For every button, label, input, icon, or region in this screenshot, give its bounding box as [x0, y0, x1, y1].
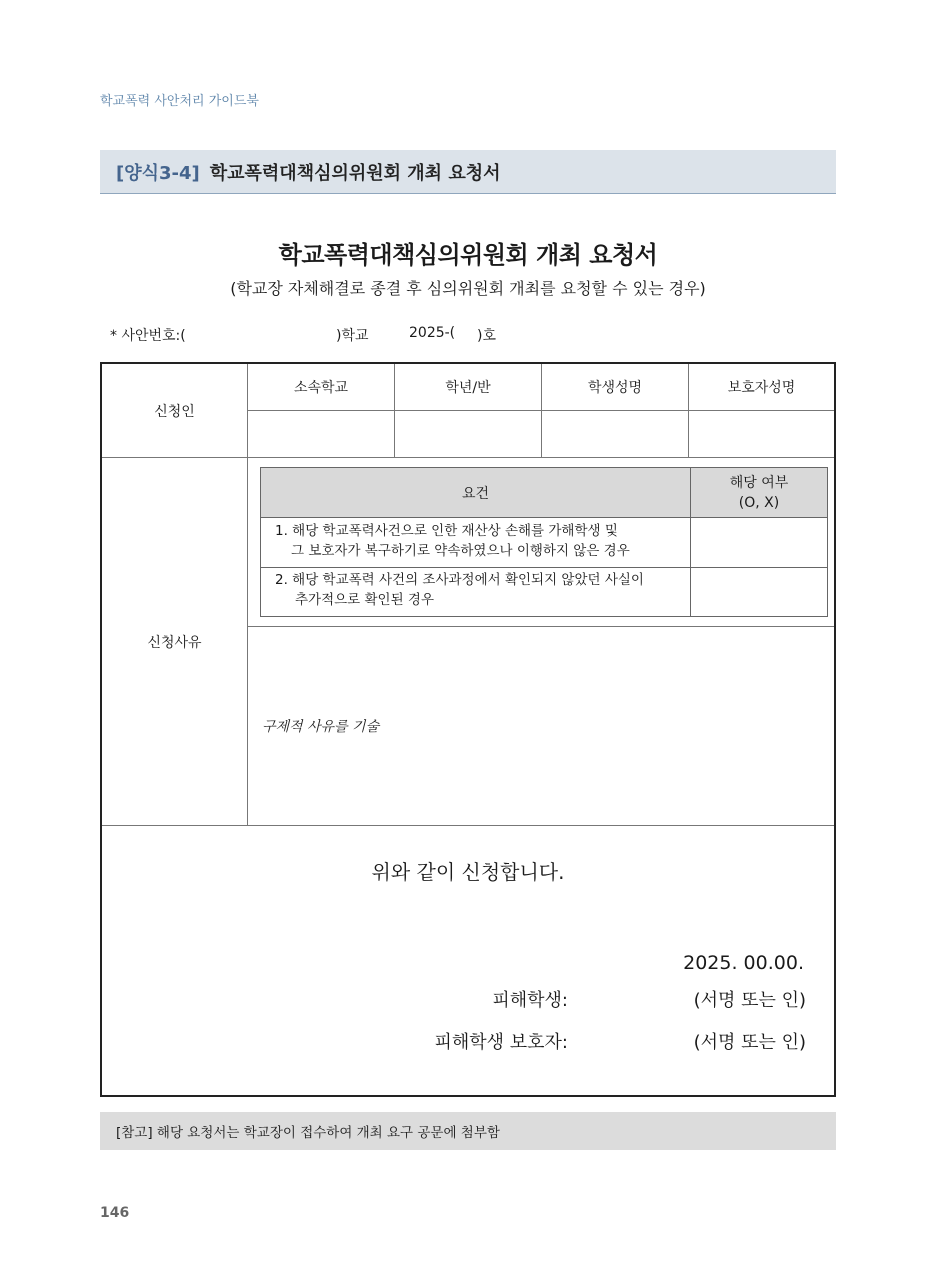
- school-field[interactable]: [248, 411, 394, 457]
- guardian-signature-field[interactable]: (서명 또는 인): [693, 1032, 806, 1053]
- requirement-item: [275, 521, 630, 561]
- column-header-guardian-name: 보호자성명: [727, 380, 796, 396]
- column-header-student-name: 학생성명: [587, 380, 643, 396]
- reference-note: [참고] 해당 요청서는 학교장이 접수하여 개최 요구 공문에 첨부함: [100, 1112, 836, 1150]
- running-header: 학교폭력 사안처리 가이드북: [100, 94, 259, 109]
- applicable-header-line2: (O, X): [738, 494, 780, 511]
- column-header-school: 소속학교: [293, 380, 349, 396]
- document-subtitle: (학교장 자체해결로 종결 후 심의위원회 개최를 요청할 수 있는 경우): [230, 279, 706, 298]
- requirement-item-line2: 추가적으로 확인된 경우: [295, 592, 434, 608]
- student-name-field[interactable]: [542, 411, 688, 457]
- form-name: 학교폭력대책심의위원회 개최 요청서: [209, 162, 501, 184]
- victim-signature-label: 피해학생:: [492, 990, 568, 1011]
- victim-signature-field[interactable]: (서명 또는 인): [693, 990, 806, 1011]
- request-form-table: [100, 362, 836, 1097]
- page-number: 146: [100, 1205, 130, 1221]
- requirement-header: 요건: [461, 485, 490, 502]
- guardian-signature-label: 피해학생 보호자:: [434, 1032, 568, 1053]
- case-number-label: * 사안번호:(: [110, 328, 186, 344]
- case-number-school: )학교: [336, 328, 369, 344]
- document-title: 학교폭력대책심의위원회 개최 요청서: [278, 241, 658, 269]
- case-number-line: [110, 325, 530, 345]
- detail-reason-hint: 구제적 사유를 기술: [262, 719, 380, 735]
- applicable-check-field[interactable]: [691, 568, 827, 616]
- case-number-year: 2025-(: [409, 325, 456, 341]
- applicable-header: [691, 468, 827, 517]
- requirement-item-line2: 그 보호자가 복구하기로 약속하였으나 이행하지 않은 경우: [291, 543, 630, 559]
- application-date: 2025. 00.00.: [683, 952, 804, 974]
- applicant-label: 신청인: [154, 403, 195, 420]
- column-header-grade-class: 학년/반: [445, 380, 491, 396]
- apply-statement: 위와 같이 신청합니다.: [371, 860, 565, 884]
- applicable-header-line1: 해당 여부: [729, 474, 789, 491]
- requirement-item-line1: 2. 해당 학교폭력 사건의 조사과정에서 확인되지 않았던 사실이: [275, 572, 644, 588]
- guardian-name-field[interactable]: [689, 411, 834, 457]
- form-banner: [100, 150, 836, 194]
- requirement-item-line1: 1. 해당 학교폭력사건으로 인한 재산상 손해를 가해학생 및: [275, 523, 618, 539]
- applicable-check-field[interactable]: [691, 518, 827, 567]
- requirement-item: [275, 570, 644, 610]
- form-code: [양식3-4]: [116, 162, 200, 184]
- row-divider: [102, 825, 834, 826]
- requirements-table: [260, 467, 828, 617]
- reason-label: 신청사유: [147, 634, 202, 651]
- grade-class-field[interactable]: [395, 411, 541, 457]
- case-number-suffix: )호: [477, 328, 496, 344]
